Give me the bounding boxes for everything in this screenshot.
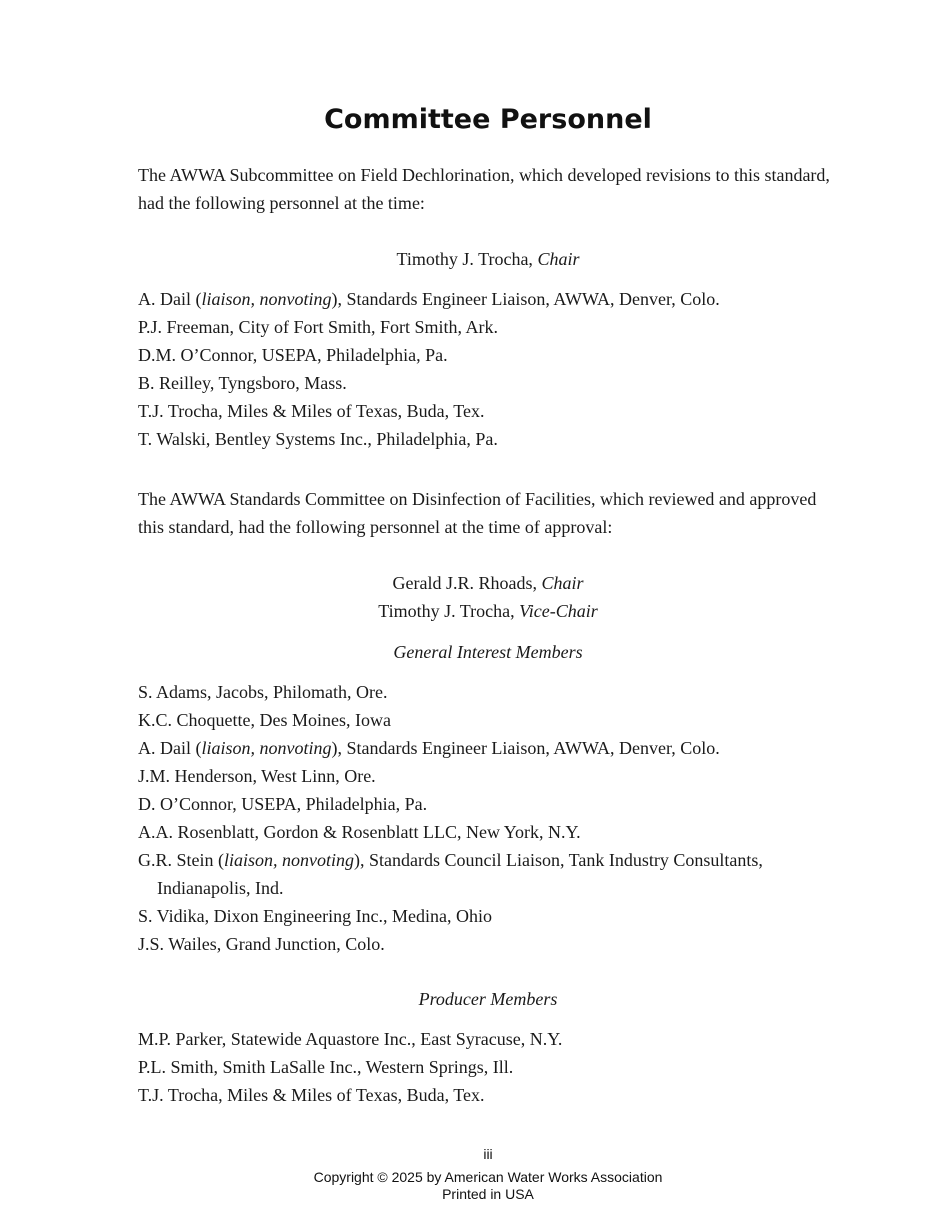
committee-vice-chair <box>0 597 950 625</box>
subcommittee-member-list <box>138 285 858 453</box>
committee-chair <box>0 569 950 597</box>
list-item: K.C. Choquette, Des Moines, Iowa <box>138 710 391 730</box>
list-item: T.J. Trocha, Miles & Miles of Texas, Buda, Tex. <box>138 401 485 421</box>
list-item: A. Dail (liaison, nonvoting), Standards Engineer Liaison, AWWA, Denver, Colo. <box>138 289 720 309</box>
committee-chair-role: Chair <box>541 573 584 593</box>
general-interest-member-list <box>138 678 858 958</box>
committee-intro: The AWWA Standards Committee on Disinfection of Facilities, which reviewed and approved this standard, had the following personnel at the time of approval: <box>138 489 817 537</box>
subcommittee-chair-name: Timothy J. Trocha, <box>396 249 533 269</box>
list-item: P.L. Smith, Smith LaSalle Inc., Western Springs, Ill. <box>138 1057 514 1077</box>
producer-heading: Producer Members <box>418 989 558 1009</box>
committee-vice-chair-role: Vice-Chair <box>519 601 598 621</box>
page-title: Committee Personnel <box>324 104 652 135</box>
list-item: J.M. Henderson, West Linn, Ore. <box>138 766 376 786</box>
page-number: iii <box>483 1146 493 1162</box>
list-item: B. Reilley, Tyngsboro, Mass. <box>138 373 347 393</box>
subcommittee-intro: The AWWA Subcommittee on Field Dechlorination, which developed revisions to this standard, had the following personnel at the time: <box>138 165 830 213</box>
subcommittee-chair <box>0 245 950 273</box>
printed-notice: Printed in USA <box>442 1186 534 1202</box>
list-item: P.J. Freeman, City of Fort Smith, Fort Smith, Ark. <box>138 317 499 337</box>
list-item: A.A. Rosenblatt, Gordon & Rosenblatt LLC, New York, N.Y. <box>138 822 581 842</box>
committee-chair-name: Gerald J.R. Rhoads, <box>392 573 537 593</box>
list-item: S. Adams, Jacobs, Philomath, Ore. <box>138 682 388 702</box>
subcommittee-chair-role: Chair <box>537 249 580 269</box>
list-item: T.J. Trocha, Miles & Miles of Texas, Buda, Tex. <box>138 1085 485 1105</box>
list-item: J.S. Wailes, Grand Junction, Colo. <box>138 934 385 954</box>
general-interest-heading: General Interest Members <box>393 642 583 662</box>
committee-vice-chair-name: Timothy J. Trocha, <box>378 601 515 621</box>
list-item: G.R. Stein (liaison, nonvoting), Standards Council Liaison, Tank Industry Consultants, Indianapolis, Ind. <box>138 850 763 898</box>
list-item: M.P. Parker, Statewide Aquastore Inc., East Syracuse, N.Y. <box>138 1029 563 1049</box>
producer-member-list <box>138 1025 858 1109</box>
list-item: S. Vidika, Dixon Engineering Inc., Medina, Ohio <box>138 906 493 926</box>
list-item: D.M. O’Connor, USEPA, Philadelphia, Pa. <box>138 345 448 365</box>
copyright-notice: Copyright © 2025 by American Water Works Association <box>313 1169 663 1185</box>
list-item: D. O’Connor, USEPA, Philadelphia, Pa. <box>138 794 428 814</box>
list-item: A. Dail (liaison, nonvoting), Standards Engineer Liaison, AWWA, Denver, Colo. <box>138 738 720 758</box>
list-item: T. Walski, Bentley Systems Inc., Philadelphia, Pa. <box>138 429 498 449</box>
